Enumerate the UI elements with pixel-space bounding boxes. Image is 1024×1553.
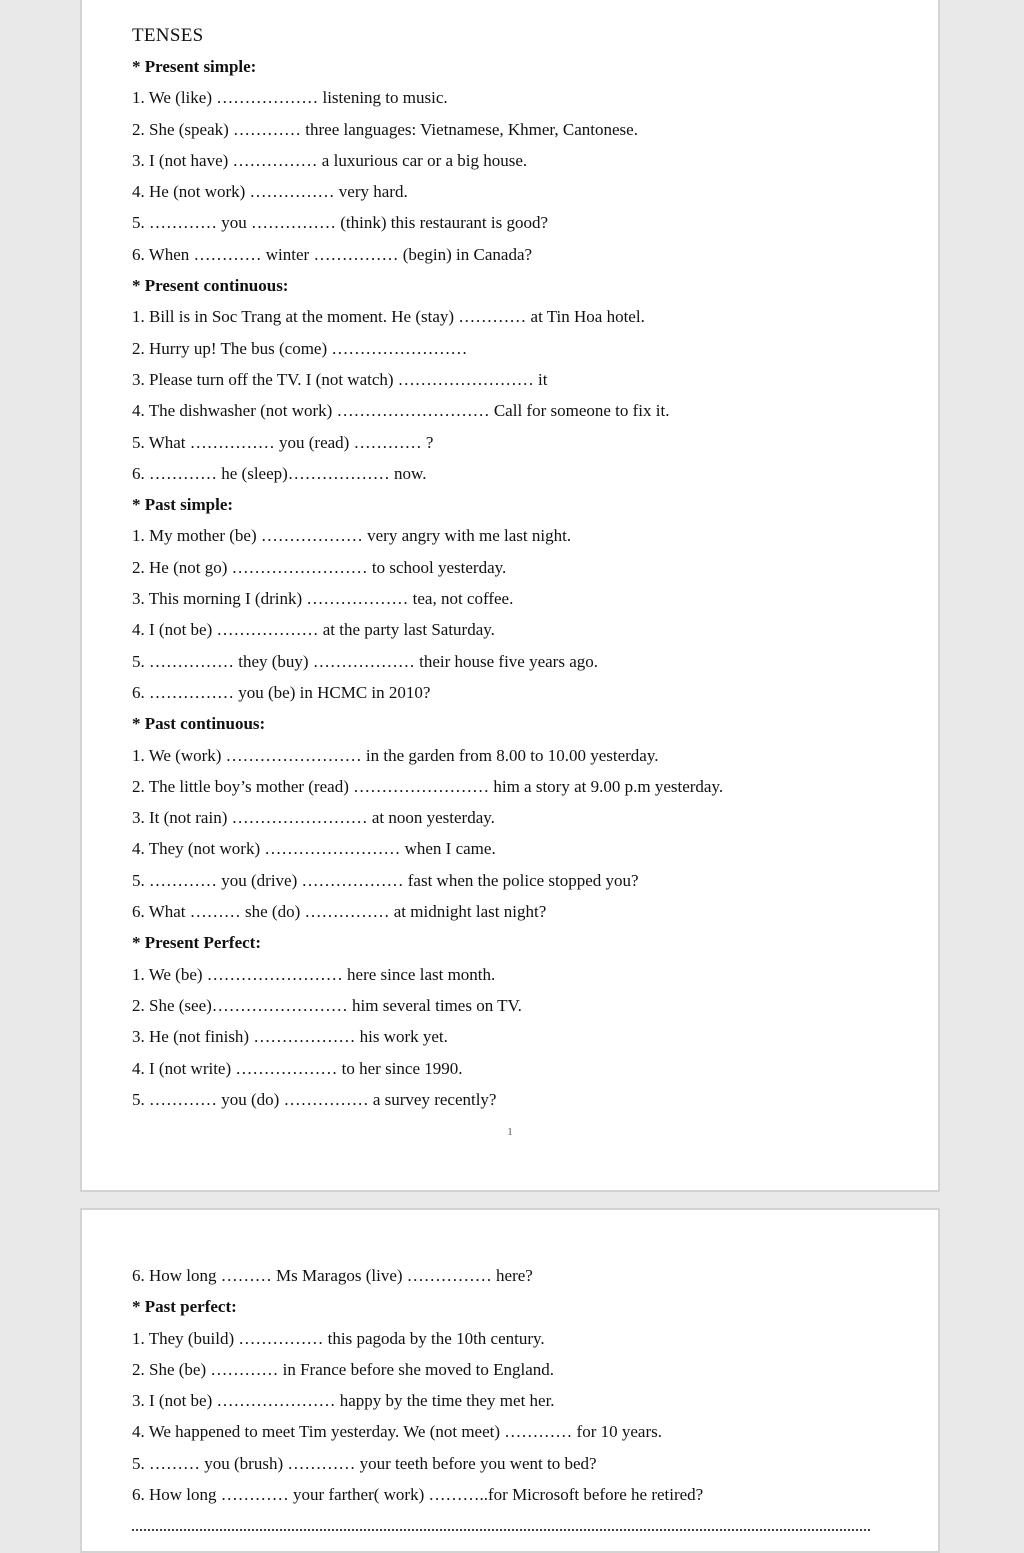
exercise-item: 6. …………… you (be) in HCMC in 2010? [132, 682, 431, 702]
exercise-item: 2. She (be) ………… in France before she moved to England. [132, 1359, 555, 1379]
exercise-item: 4. I (not write) ……………… to her since 1990. [132, 1058, 463, 1078]
exercise-list [132, 51, 898, 1115]
exercise-item: 1. We (be) …………………… here since last month. [132, 964, 496, 984]
exercise-item: 6. ………… he (sleep)……………… now. [132, 463, 427, 483]
exercise-item: 5. ……… you (brush) ………… your teeth before you went to bed? [132, 1453, 597, 1473]
dotted-divider [132, 1529, 870, 1531]
section-heading: * Present simple: [132, 57, 257, 76]
exercise-item: 1. Bill is in Soc Trang at the moment. He (stay) ………… at Tin Hoa hotel. [132, 307, 645, 327]
exercise-item: 5. …………… they (buy) ……………… their house five years ago. [132, 651, 598, 671]
exercise-item: 1. We (work) …………………… in the garden from 8.00 to 10.00 yesterday. [132, 745, 659, 765]
exercise-item: 3. Please turn off the TV. I (not watch) …………………… it [132, 369, 548, 389]
exercise-item: 1. My mother (be) ……………… very angry with me last night. [132, 526, 572, 546]
exercise-item: 3. I (not have) …………… a luxurious car or a big house. [132, 150, 528, 170]
page-1-content [132, 20, 898, 1115]
exercise-item: 2. He (not go) …………………… to school yesterday. [132, 557, 507, 577]
exercise-item: 2. The little boy’s mother (read) …………………… him a story at 9.00 p.m yesterday. [132, 776, 724, 796]
exercise-item: 3. I (not be) ………………… happy by the time they met her. [132, 1391, 555, 1411]
page-number: 1 [507, 1126, 513, 1138]
worksheet-page-2 [80, 1208, 940, 1553]
exercise-item: 4. I (not be) ……………… at the party last Saturday. [132, 620, 495, 640]
exercise-item: 6. How long ……… Ms Maragos (live) …………… here? [132, 1266, 533, 1285]
exercise-item: 4. The dishwasher (not work) ……………………… Call for someone to fix it. [132, 401, 670, 421]
exercise-list [132, 1260, 898, 1510]
exercise-item: 4. He (not work) …………… very hard. [132, 182, 408, 202]
exercise-item: 6. How long ………… your farther( work) ………..for Microsoft before he retired? [132, 1485, 704, 1505]
worksheet-page-1 [80, 0, 940, 1192]
exercise-item: 5. What …………… you (read) ………… ? [132, 432, 434, 452]
page-2-content [132, 1260, 898, 1510]
exercise-item: 5. ………… you …………… (think) this restaurant is good? [132, 213, 548, 233]
exercise-item: 4. They (not work) …………………… when I came. [132, 839, 496, 859]
section-heading: * Past simple: [132, 495, 234, 515]
section-heading: * Present Perfect: [132, 933, 261, 953]
exercise-item: 5. ………… you (drive) ……………… fast when the police stopped you? [132, 870, 639, 890]
exercise-item: 1. They (build) …………… this pagoda by the 10th century. [132, 1328, 545, 1348]
exercise-item: 3. It (not rain) …………………… at noon yesterday. [132, 808, 495, 828]
exercise-item: 3. He (not finish) ……………… his work yet. [132, 1027, 448, 1047]
exercise-item: 6. When ………… winter …………… (begin) in Canada? [132, 244, 533, 264]
exercise-item: 2. She (see)…………………… him several times on TV. [132, 995, 522, 1015]
section-heading: * Past perfect: [132, 1297, 237, 1317]
section-heading: * Past continuous: [132, 714, 266, 734]
document-title: TENSES [132, 25, 204, 46]
exercise-item: 6. What ……… she (do) …………… at midnight last night? [132, 902, 547, 922]
exercise-item: 5. ………… you (do) …………… a survey recently? [132, 1089, 497, 1109]
exercise-item: 1. We (like) ……………… listening to music. [132, 88, 448, 108]
exercise-item: 3. This morning I (drink) ……………… tea, not coffee. [132, 589, 514, 609]
exercise-item: 2. Hurry up! The bus (come) …………………… [132, 338, 468, 358]
exercise-item: 2. She (speak) ………… three languages: Vietnamese, Khmer, Cantonese. [132, 119, 638, 139]
exercise-item: 4. We happened to meet Tim yesterday. We (not meet) ………… for 10 years. [132, 1422, 662, 1442]
section-heading: * Present continuous: [132, 276, 289, 296]
